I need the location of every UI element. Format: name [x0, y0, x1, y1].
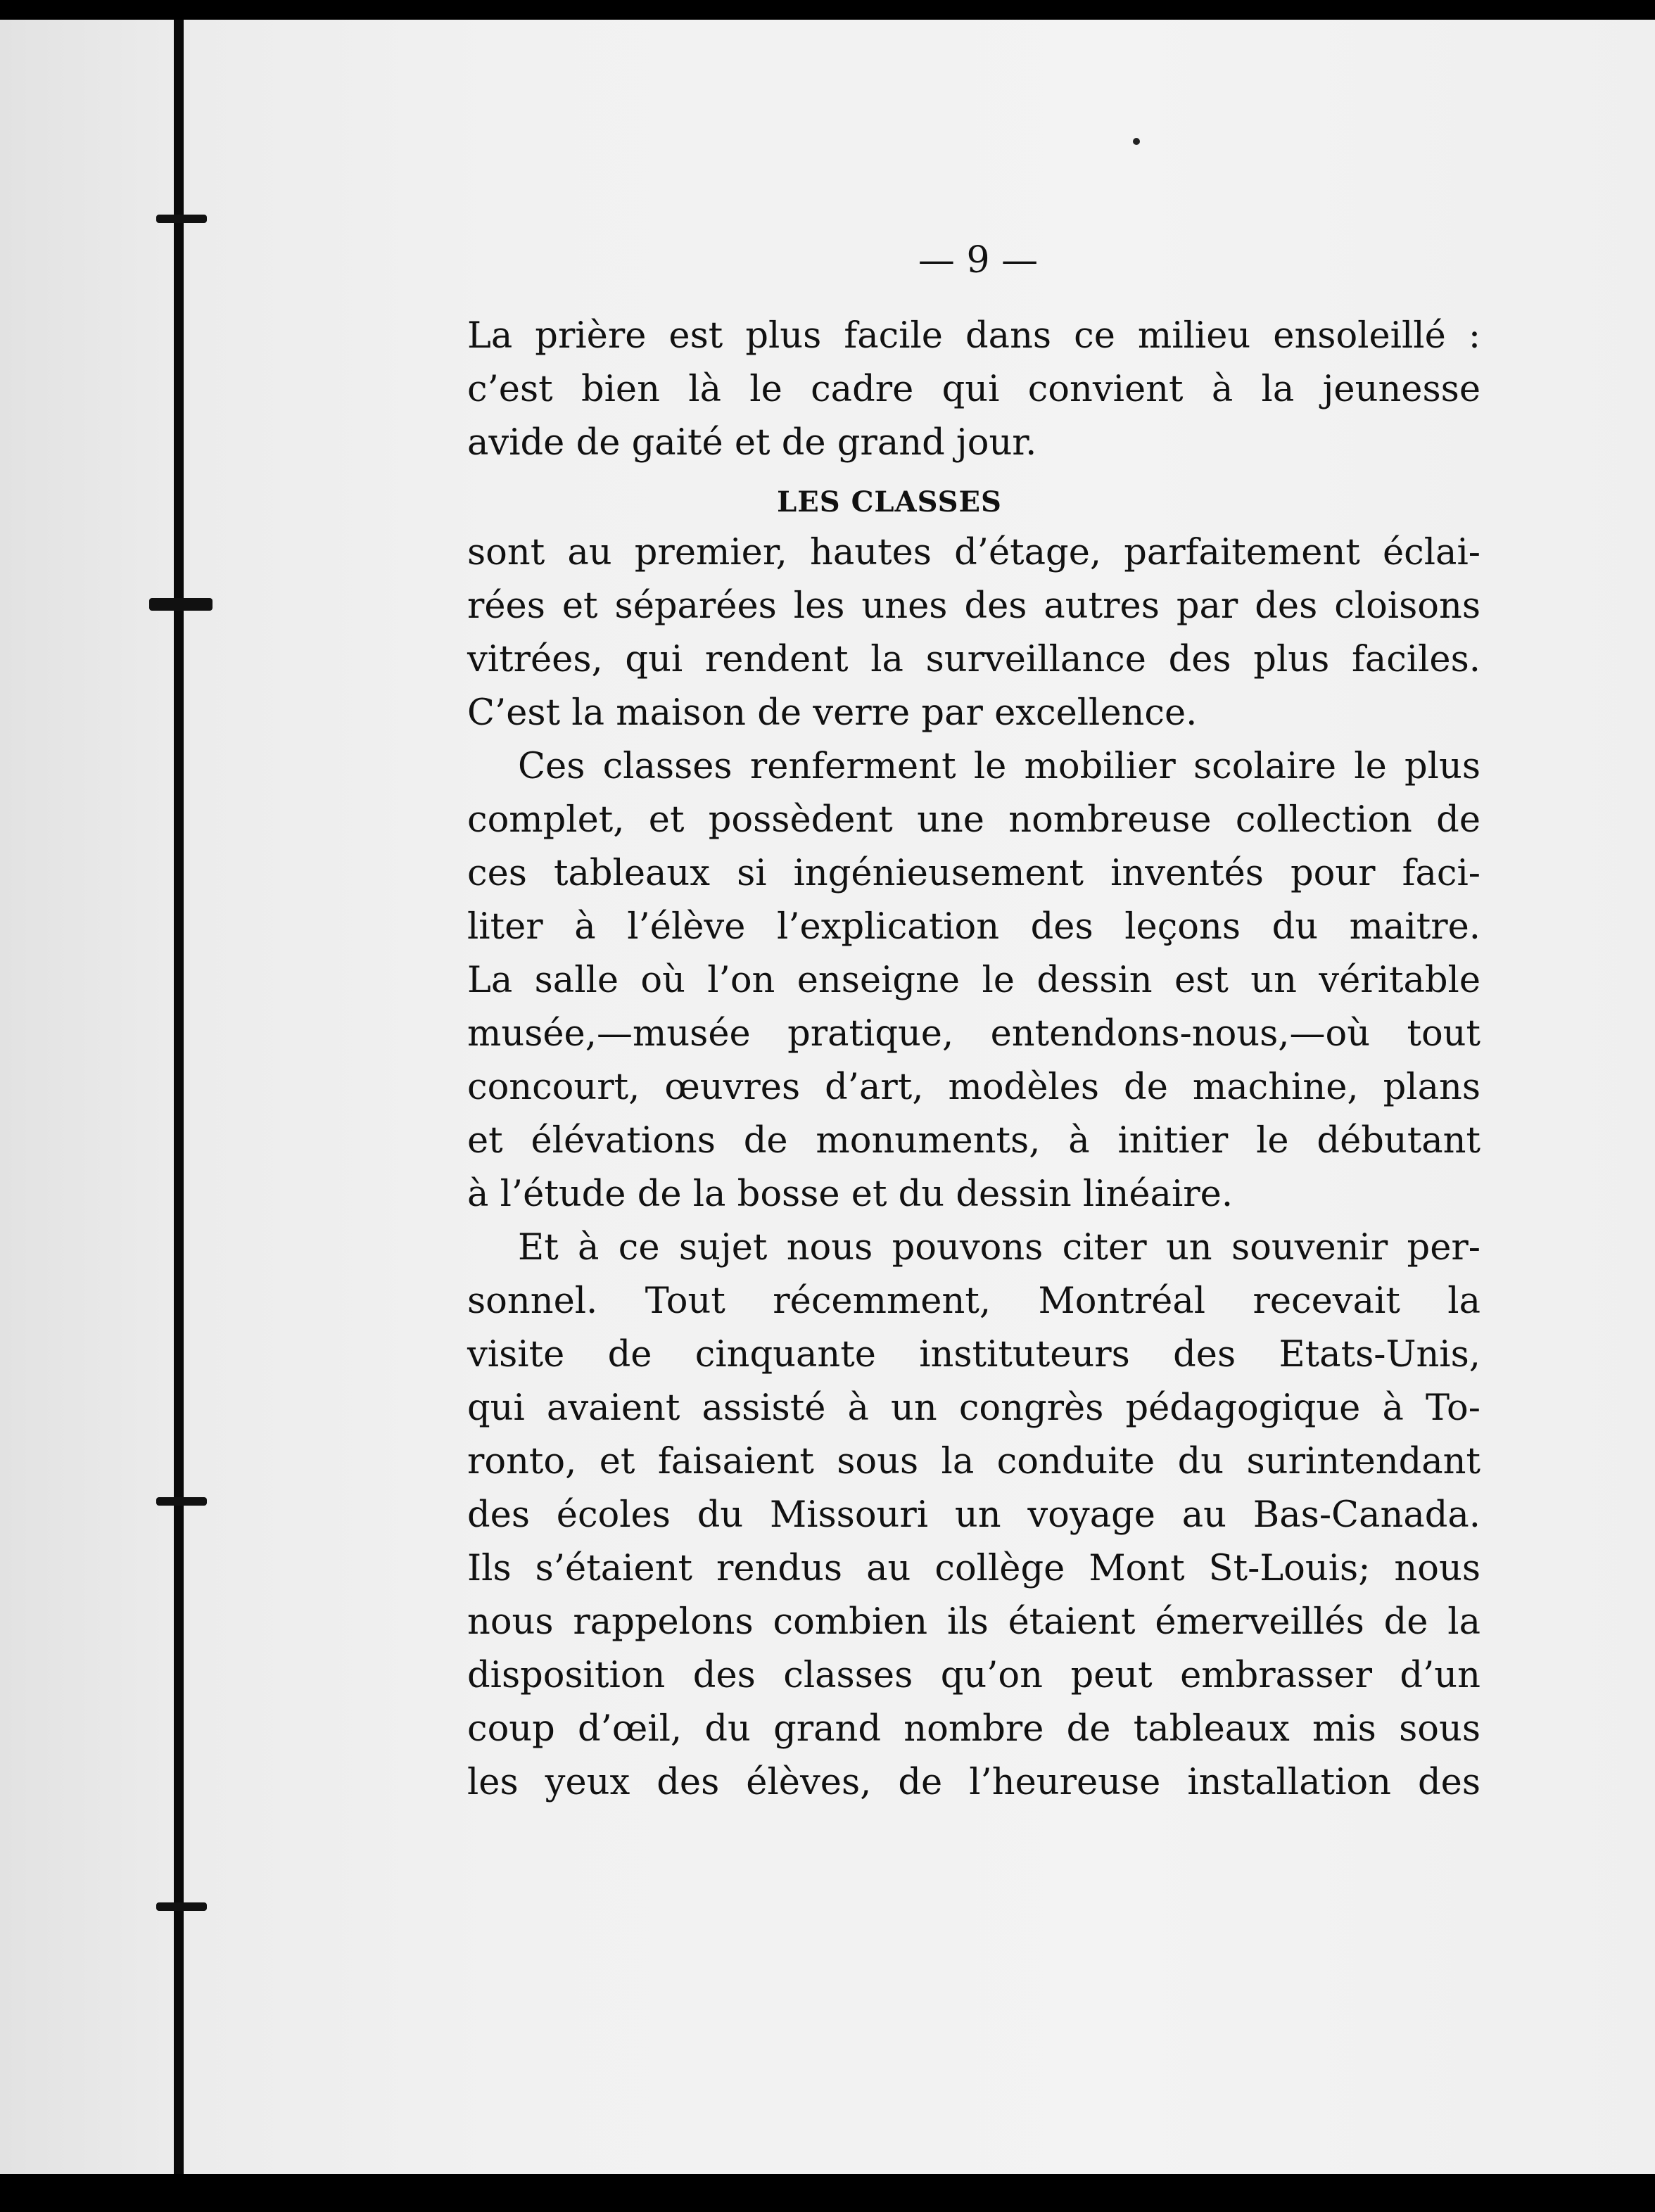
- text-line: vitrées, qui rendent la surveillance des plus faciles.: [467, 639, 1480, 680]
- ink-speck: [1133, 138, 1140, 145]
- binding-thread-line: [174, 20, 184, 2174]
- binding-stitch: [149, 598, 213, 611]
- paragraph-mobilier: [467, 740, 1480, 1221]
- text-line: La salle où l’on enseigne le dessin est un véritable: [467, 960, 1480, 1001]
- text-line: sont au premier, hautes d’étage, parfaitement éclai-: [467, 532, 1480, 573]
- text-line: Ils s’étaient rendus au collège Mont St-Louis; nous: [467, 1548, 1480, 1589]
- text-line: qui avaient assisté à un congrès pédagogique à To-: [467, 1387, 1480, 1429]
- text-line: ces tableaux si ingénieusement inventés pour faci-: [467, 853, 1480, 894]
- text-line: visite de cinquante instituteurs des Etats-Unis,: [467, 1334, 1480, 1375]
- text-line: à l’étude de la bosse et du dessin linéaire.: [467, 1174, 1234, 1215]
- text-line: des écoles du Missouri un voyage au Bas-Canada.: [467, 1494, 1480, 1536]
- page-text: [467, 310, 1480, 1810]
- text-line: C’est la maison de verre par excellence.: [467, 692, 1198, 734]
- text-line: et élévations de monuments, à initier le débutant: [467, 1120, 1480, 1162]
- text-line: Ces classes renferment le mobilier scolaire le plus: [518, 746, 1480, 787]
- text-line: concourt, œuvres d’art, modèles de machine, plans: [467, 1067, 1480, 1108]
- page-number: — 9 —: [918, 239, 1039, 281]
- text-line: complet, et possèdent une nombreuse collection de: [467, 799, 1480, 841]
- text-line: nous rappelons combien ils étaient émerveillés de la: [467, 1601, 1480, 1643]
- scan-bottom-border: [0, 2174, 1655, 2212]
- text-line: les yeux des élèves, de l’heureuse installation des: [467, 1762, 1480, 1803]
- text-line: coup d’œil, du grand nombre de tableaux mis sous: [467, 1708, 1480, 1750]
- scan-top-border: [0, 0, 1655, 20]
- text-line: rées et séparées les unes des autres par des cloisons: [467, 585, 1480, 627]
- paragraph-souvenir: [467, 1221, 1480, 1810]
- text-line: musée,—musée pratique, entendons-nous,—où tout: [467, 1013, 1480, 1055]
- text-line: disposition des classes qu’on peut embrasser d’un: [467, 1655, 1480, 1696]
- text-line: liter à l’élève l’explication des leçons du maitre.: [467, 906, 1480, 948]
- text-line: ronto, et faisaient sous la conduite du surintendant: [467, 1441, 1480, 1482]
- paragraph-classes: [467, 526, 1480, 740]
- text-line: Et à ce sujet nous pouvons citer un souvenir per-: [518, 1227, 1480, 1269]
- text-line: La prière est plus facile dans ce milieu ensoleillé :: [467, 315, 1480, 357]
- paragraph-intro: [467, 310, 1480, 470]
- binding-stitch: [156, 1497, 207, 1506]
- section-heading: LES CLASSES: [777, 485, 1002, 519]
- binding-stitch: [156, 215, 207, 223]
- text-line: avide de gaité et de grand jour.: [467, 422, 1037, 464]
- binding-stitch: [156, 1902, 207, 1911]
- text-line: sonnel. Tout récemment, Montréal recevait la: [467, 1280, 1480, 1322]
- text-line: c’est bien là le cadre qui convient à la jeunesse: [467, 369, 1480, 410]
